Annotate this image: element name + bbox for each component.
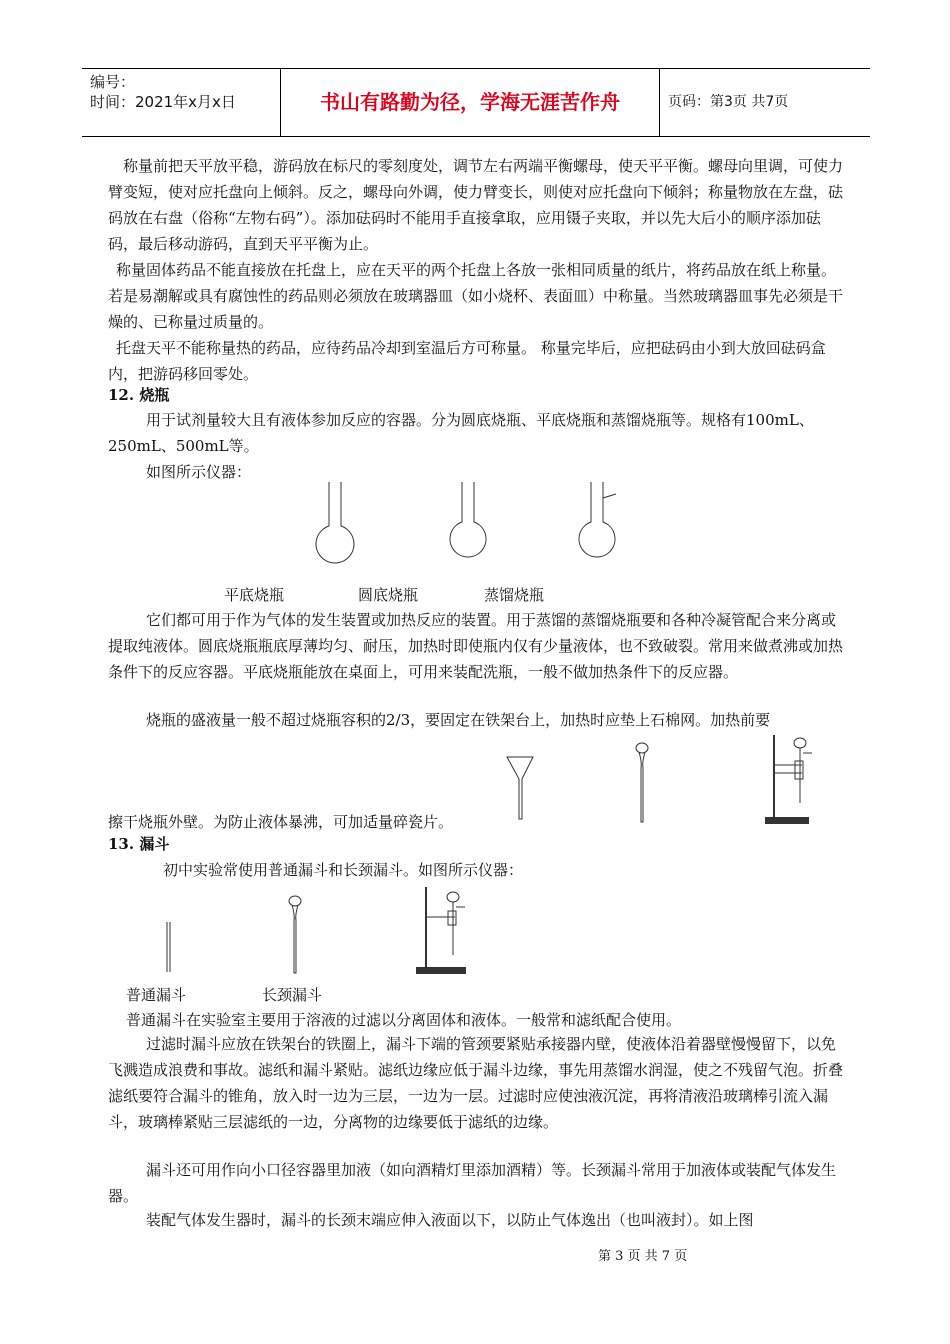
paragraph: 擦干烧瓶外壁。为防止液体暴沸，可加适量碎瓷片。 [108, 813, 454, 831]
paragraph: 如图所示仪器： [146, 463, 252, 481]
footer-page-number: 第 3 页 共 7 页 [598, 1249, 688, 1264]
time-label: 时间：2021年x月x日 [90, 93, 236, 111]
paragraph: 用于试剂量较大且有液体参加反应的容器。分为圆底烧瓶、平底烧瓶和蒸馏烧瓶等。规格有100mL、250mL、500mL等。 [108, 411, 814, 455]
paragraph: 称量固体药品不能直接放在托盘上，应在天平的两个托盘上各放一张相同质量的纸片，将药品放在纸上称量。若是易潮解或具有腐蚀性的药品则必须放在玻璃器皿（如小烧杯、表面皿）中称量。当然玻璃器皿事先必须是干燥的、已称量过质量的。 [108, 261, 844, 331]
paragraph: 漏斗还可用作向小口径容器里加液（如向酒精灯里添加酒精）等。长颈漏斗常用于加液体或装配气体发生器。 [108, 1161, 837, 1205]
label-round-flask: 圆底烧瓶 [358, 586, 419, 604]
flat-bottom-flask-figure [310, 480, 360, 560]
label-distill-flask: 蒸馏烧瓶 [484, 586, 545, 604]
code-label: 编号： [90, 73, 136, 91]
header-meta [82, 69, 281, 136]
header-motto: 书山有路勤为径，学海无涯苦作舟 [281, 69, 660, 136]
paragraph: 装配气体发生器时，漏斗的长颈末端应伸入液面以下，以防止气体逸出（也叫液封）。如上图 [146, 1211, 754, 1229]
paragraph: 过滤时漏斗应放在铁架台的铁圈上，漏斗下端的管颈要紧贴承接器内壁，使液体沿着器壁慢慢留下，以免飞溅造成浪费和事故。滤纸和漏斗紧贴。滤纸边缘应低于漏斗边缘，事先用蒸馏水润湿，使之不残留气泡。折叠滤纸要符合漏斗的锥角，放入时一边为三层，一边为一层。过滤时应使浊液沉淀，再将清液沿玻璃棒引流入漏斗，玻璃棒紧贴三层滤纸的一边，分离物的边缘要低于滤纸的边缘。 [108, 1035, 844, 1131]
distilling-flask-figure [572, 480, 632, 560]
paragraph: 普通漏斗在实验室主要用于溶液的过滤以分离固体和液体。一般常和滤纸配合使用。 [126, 1011, 682, 1029]
paragraph: 称量前把天平放平稳，游码放在标尺的零刻度处，调节左右两端平衡螺母，使天平平衡。螺母向里调，可使力臂变短，使对应托盘向上倾斜。反之，螺母向外调，使力臂变长，则使对应托盘向下倾斜；称量物放在左盘，砝码放在右盘（俗称“左物右码”）。添加砝码时不能用手直接拿取，应用镊子夹取，并以先大后小的顺序添加砝码，最后移动游码，直到天平平衡为止。 [108, 157, 844, 253]
long-neck-funnel-figure-2 [285, 893, 305, 978]
page-header [82, 68, 870, 137]
section-heading-13: 13. 漏斗 [108, 835, 170, 853]
paragraph: 托盘天平不能称量热的药品，应待药品冷却到室温后方可称量。 称量完毕后，应把砝码由小到大放回砝码盒内，把游码移回零处。 [108, 339, 826, 383]
plain-funnel-figure [162, 920, 174, 975]
label-plain-funnel: 普通漏斗 [126, 986, 187, 1004]
section-heading-12: 12. 烧瓶 [108, 386, 170, 404]
paragraph: 它们都可用于作为气体的发生装置或加热反应的装置。用于蒸馏的蒸馏烧瓶要和各种冷凝管配合来分离或提取纯液体。圆底烧瓶瓶底厚薄均匀、耐压，加热时即使瓶内仅有少量液体，也不致破裂。常用来做煮沸或加热条件下的反应容器。平底烧瓶能放在桌面上，可用来装配洗瓶，一般不做加热条件下的反应器。 [108, 611, 844, 681]
paragraph: 初中实验常使用普通漏斗和长颈漏斗。如图所示仪器： [163, 861, 524, 879]
round-bottom-flask-figure [443, 480, 493, 560]
paragraph: 烧瓶的盛液量一般不超过烧瓶容积的2/3，要固定在铁架台上，加热时应垫上石棉网。加热前要 [146, 711, 771, 729]
header-page-label: 页码：第3页 共7页 [668, 94, 789, 110]
label-long-funnel: 长颈漏斗 [262, 986, 323, 1004]
iron-stand-apparatus-figure-2 [413, 885, 473, 977]
label-flat-flask: 平底烧瓶 [224, 586, 285, 604]
